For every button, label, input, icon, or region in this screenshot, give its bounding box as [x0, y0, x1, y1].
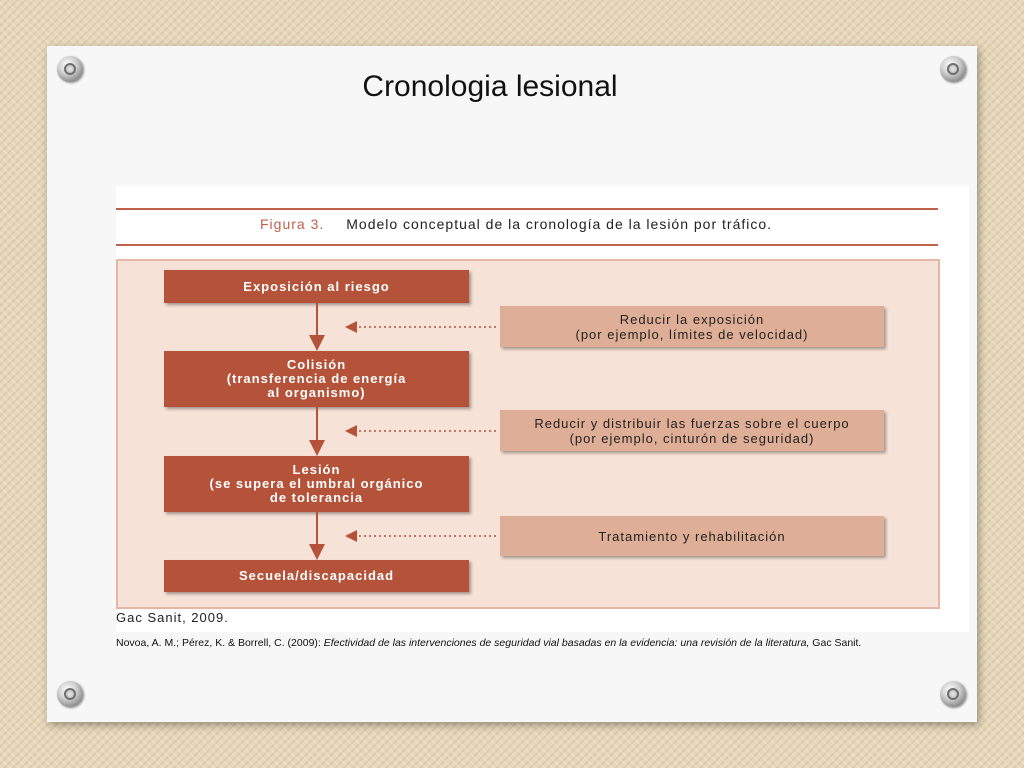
figure-source: Gac Sanit, 2009.	[116, 610, 229, 625]
chain-box-line: (transferencia de energía	[226, 371, 407, 386]
chain-box-line: Exposición al riesgo	[243, 278, 390, 294]
figure-caption-text: Modelo conceptual de la cronología de la lesión por tráfico.	[346, 216, 773, 232]
caption-rule-top	[116, 208, 938, 210]
reference-journal: Gac Sanit.	[809, 637, 862, 649]
reference-authors: Novoa, A. M.; Pérez, K. & Borrell, C. (2009):	[116, 637, 324, 649]
chain-box-line: Secuela/discapacidad	[238, 568, 395, 583]
reference-citation	[116, 637, 976, 649]
figure-label: Figura 3.	[260, 216, 325, 232]
screw-icon	[57, 681, 83, 707]
intervention-line: Tratamiento y rehabilitación	[598, 528, 786, 544]
intervention-line: (por ejemplo, límites de velocidad)	[575, 326, 809, 342]
chain-box-line: Lesión	[292, 462, 341, 477]
figure-caption	[260, 216, 772, 232]
intervention-line: (por ejemplo, cinturón de seguridad)	[569, 430, 815, 446]
chain-box-line: (se supera el umbral orgánico	[209, 476, 424, 491]
reference-title: Efectividad de las intervenciones de seguridad vial basadas en la evidencia: una revisión de la literatura,	[323, 637, 810, 649]
caption-rule-bottom	[116, 244, 938, 246]
screw-icon	[940, 681, 966, 707]
chain-box-line: al organismo)	[267, 385, 366, 400]
figure	[116, 186, 969, 632]
intervention-line: Reducir la exposición	[619, 311, 765, 327]
intervention-line: Reducir y distribuir las fuerzas sobre el cuerpo	[534, 415, 850, 431]
chain-box-line: de tolerancia	[269, 490, 364, 505]
chain-box-line: Colisión	[286, 357, 347, 372]
slide-title: Cronologia lesional	[362, 70, 618, 103]
diagram-arrows	[116, 259, 938, 605]
